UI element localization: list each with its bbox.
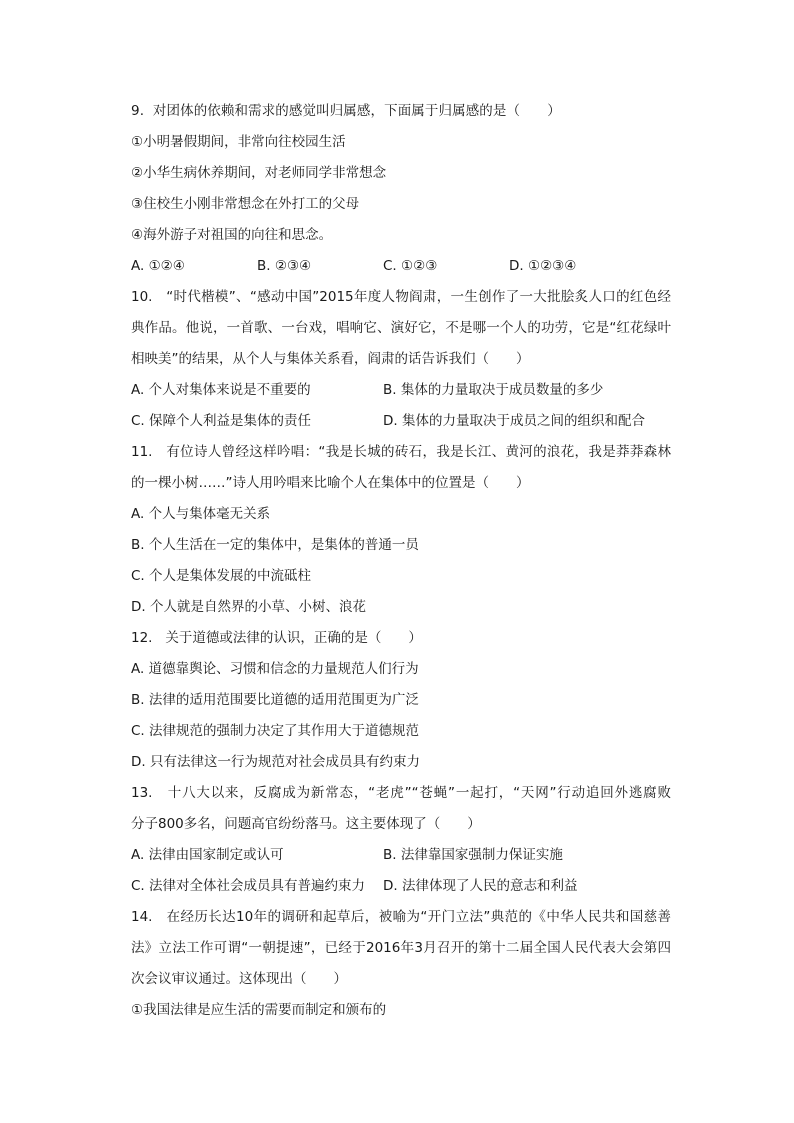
question-number: 13. (131, 785, 153, 801)
question-10-options-row-2 (131, 406, 671, 437)
question-number: 9. (131, 103, 145, 119)
option-b[interactable]: B. 集体的力量取决于成员数量的多少 (383, 382, 604, 398)
question-stem-line: 分子800多名，问题高官纷纷落马。这主要体现了（ ） (131, 816, 481, 832)
statement: ④海外游子对祖国的向往和思念。 (131, 227, 333, 243)
statement: ①我国法律是应生活的需要而制定和颁布的 (131, 1002, 387, 1018)
question-stem-line: 的一棵小树……”诗人用吟唱来比喻个人在集体中的位置是（ ） (131, 475, 530, 491)
option-d[interactable]: D. 集体的力量取决于成员之间的组织和配合 (383, 413, 645, 429)
statement: ②小华生病休养期间，对老师同学非常想念 (131, 165, 387, 181)
option-b[interactable]: B. 个人生活在一定的集体中，是集体的普通一员 (131, 537, 419, 553)
exam-page (131, 96, 671, 1026)
question-stem-line: 相映美”的结果，从个人与集体关系看，阎肃的话告诉我们（ ） (131, 351, 530, 367)
question-12-stem (131, 623, 671, 654)
option-d[interactable]: D. ①②③④ (509, 258, 577, 274)
question-number: 12. (131, 630, 153, 646)
option-c[interactable]: C. 个人是集体发展的中流砥柱 (131, 568, 312, 584)
question-9-options (131, 251, 671, 282)
statement: ③住校生小刚非常想念在外打工的父母 (131, 196, 360, 212)
option-a[interactable]: A. 个人与集体毫无关系 (131, 506, 271, 522)
question-13-stem (131, 778, 671, 809)
option-c[interactable]: C. ①②③ (383, 258, 438, 274)
question-10-options-row-1 (131, 375, 671, 406)
option-b[interactable]: B. 法律靠国家强制力保证实施 (383, 847, 563, 863)
option-a[interactable]: A. 法律由国家制定或认可 (131, 847, 284, 863)
option-b[interactable]: B. ②③④ (257, 258, 312, 274)
option-a[interactable]: A. 个人对集体来说是不重要的 (131, 382, 311, 398)
option-c[interactable]: C. 保障个人利益是集体的责任 (131, 413, 312, 429)
question-13-options-row-1 (131, 840, 671, 871)
question-10-stem (131, 282, 671, 313)
question-number: 10. (131, 289, 153, 305)
question-stem-line: 有位诗人曾经这样吟唱：“我是长城的砖石，我是长江、黄河的浪花，我是莽莽森林 (166, 444, 671, 460)
option-d[interactable]: D. 法律体现了人民的意志和利益 (383, 878, 578, 894)
question-number: 11. (131, 444, 153, 460)
question-11-stem (131, 437, 671, 468)
question-stem-line: 典作品。他说，一首歌、一台戏，唱响它、演好它，不是哪一个人的功劳，它是“红花绿叶 (131, 320, 671, 336)
question-stem-line: 次会议审议通过。这体现出（ ） (131, 971, 347, 987)
option-c[interactable]: C. 法律规范的强制力决定了其作用大于道德规范 (131, 723, 420, 739)
question-stem-line: 法》立法工作可谓“一朝提速”，已经于2016年3月召开的第十二届全国人民代表大会第四 (131, 940, 671, 956)
statement: ①小明暑假期间，非常向往校园生活 (131, 134, 346, 150)
question-stem-line: 在经历长达10年的调研和起草后，被喻为“开门立法”典范的《中华人民共和国慈善 (166, 909, 671, 925)
question-14-stem (131, 902, 671, 933)
option-c[interactable]: C. 法律对全体社会成员具有普遍约束力 (131, 878, 366, 894)
question-stem-line: 对团体的依赖和需求的感觉叫归属感，下面属于归属感的是（ ） (152, 103, 561, 119)
option-b[interactable]: B. 法律的适用范围要比道德的适用范围更为广泛 (131, 692, 419, 708)
option-d[interactable]: D. 个人就是自然界的小草、小树、浪花 (131, 599, 366, 615)
question-stem-line: “时代楷模”、“感动中国”2015年度人物阎肃，一生创作了一大批脍炙人口的红色经 (166, 289, 671, 305)
question-13-options-row-2 (131, 871, 671, 902)
option-a[interactable]: A. ①②④ (131, 258, 185, 274)
question-number: 14. (131, 909, 153, 925)
question-stem-line: 关于道德或法律的认识，正确的是（ ） (165, 630, 422, 646)
option-a[interactable]: A. 道德靠舆论、习惯和信念的力量规范人们行为 (131, 661, 419, 677)
question-stem-line: 十八大以来，反腐成为新常态，“老虎”“苍蝇”一起打，“天网”行动追回外逃腐败 (167, 785, 671, 801)
question-9-stem (131, 96, 671, 127)
option-d[interactable]: D. 只有法律这一行为规范对社会成员具有约束力 (131, 754, 420, 770)
